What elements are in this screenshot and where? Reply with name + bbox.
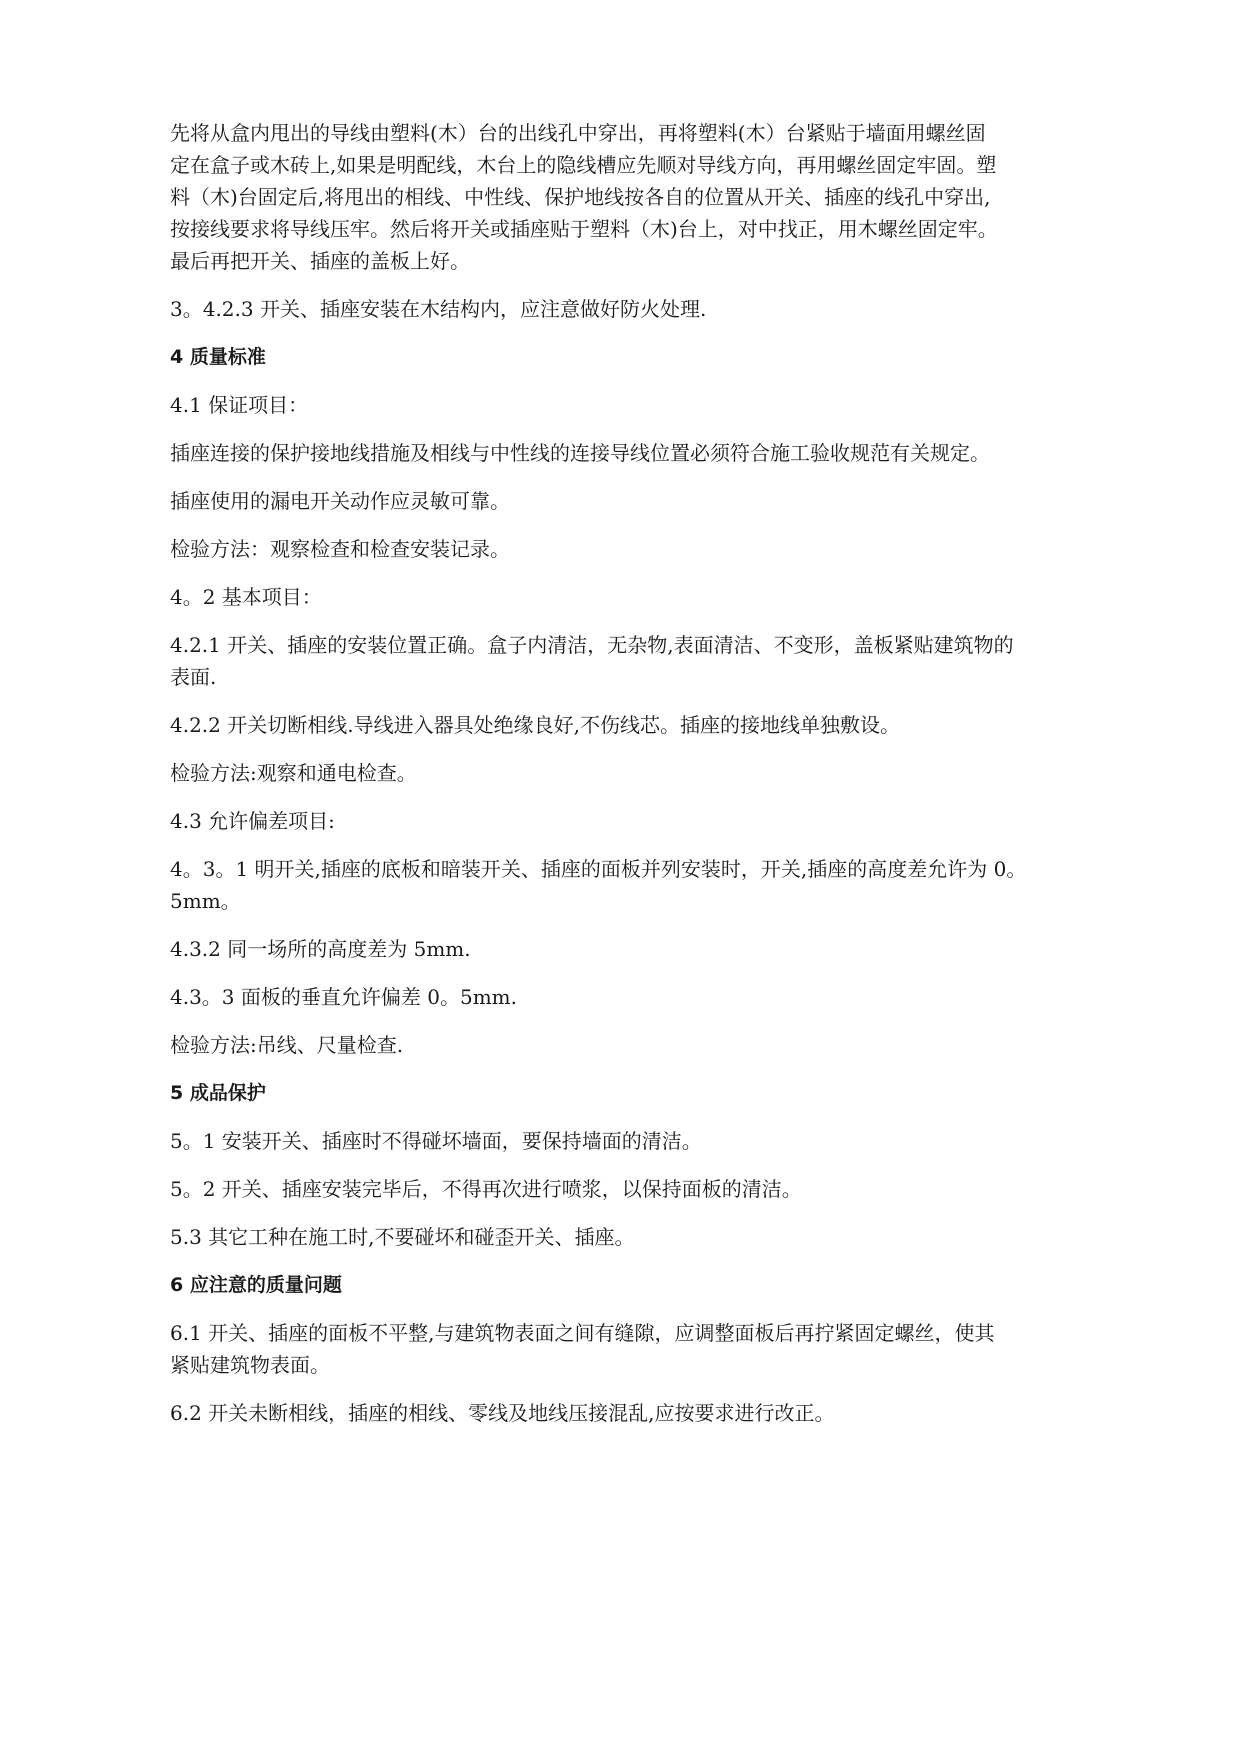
subsection-4-1-title: 4.1 保证项目： <box>170 393 309 417</box>
paragraph-5-2: 5。2 开关、插座安装完毕后，不得再次进行喷浆，以保持面板的清洁。 <box>170 1177 802 1201</box>
text-line: 料（木)台固定后,将甩出的相线、中性线、保护地线按各自的位置从开关、插座的线孔中穿出, <box>170 185 991 209</box>
section-4-heading: 4 质量标准 <box>170 346 266 368</box>
text-line: 紧贴建筑物表面。 <box>170 1353 330 1377</box>
paragraph-4-3-1 <box>170 853 1080 917</box>
text-line: 定在盒子或木砖上,如果是明配线，木台上的隐线槽应先顺对导线方向，再用螺丝固定牢固。塑 <box>170 153 997 177</box>
paragraph-4-1-b: 插座使用的漏电开关动作应灵敏可靠。 <box>170 489 510 513</box>
paragraph-4-1-method: 检验方法：观察检查和检查安装记录。 <box>170 537 510 561</box>
intro-paragraph <box>170 117 1080 277</box>
paragraph-4-2-1 <box>170 629 1080 693</box>
document-body <box>170 117 1080 1445</box>
paragraph-4-2-3: 3。4.2.3 开关、插座安装在木结构内，应注意做好防火处理. <box>170 297 707 321</box>
paragraph-4-3-2: 4.3.2 同一场所的高度差为 5mm. <box>170 937 471 961</box>
section-5-heading: 5 成品保护 <box>170 1082 266 1104</box>
paragraph-4-3-method: 检验方法:吊线、尺量检查. <box>170 1033 404 1057</box>
paragraph-4-2-2: 4.2.2 开关切断相线.导线进入器具处绝缘良好,不伤线芯。插座的接地线单独敷设。 <box>170 713 900 737</box>
text-line: 表面. <box>170 665 217 689</box>
text-line: 5mm。 <box>170 889 241 913</box>
paragraph-6-2: 6.2 开关未断相线，插座的相线、零线及地线压接混乱,应按要求进行改正。 <box>170 1401 835 1425</box>
subsection-4-2-title: 4。2 基本项目： <box>170 585 322 609</box>
paragraph-6-1 <box>170 1317 1080 1381</box>
text-line: 6.1 开关、插座的面板不平整,与建筑物表面之间有缝隙，应调整面板后再拧紧固定螺丝，使其 <box>170 1321 995 1345</box>
paragraph-4-2-method: 检验方法:观察和通电检查。 <box>170 761 417 785</box>
text-line: 最后再把开关、插座的盖板上好。 <box>170 249 470 273</box>
paragraph-4-1-a: 插座连接的保护接地线措施及相线与中性线的连接导线位置必须符合施工验收规范有关规定。 <box>170 441 990 465</box>
text-line: 4。3。1 明开关,插座的底板和暗装开关、插座的面板并列安装时，开关,插座的高度差允许为 0。 <box>170 857 1027 881</box>
text-line: 按接线要求将导线压牢。然后将开关或插座贴于塑料（木)台上，对中找正，用木螺丝固定牢。 <box>170 217 998 241</box>
paragraph-5-3: 5.3 其它工种在施工时,不要碰坏和碰歪开关、插座。 <box>170 1225 635 1249</box>
text-line: 先将从盒内甩出的导线由塑料(木）台的出线孔中穿出，再将塑料(木）台紧贴于墙面用螺丝固 <box>170 121 986 145</box>
text-line: 4.2.1 开关、插座的安装位置正确。盒子内清洁，无杂物,表面清洁、不变形，盖板紧贴建筑物的 <box>170 633 1014 657</box>
paragraph-5-1: 5。1 安装开关、插座时不得碰坏墙面，要保持墙面的清洁。 <box>170 1129 702 1153</box>
paragraph-4-3-3: 4.3。3 面板的垂直允许偏差 0。5mm. <box>170 985 517 1009</box>
section-6-heading: 6 应注意的质量问题 <box>170 1274 342 1296</box>
subsection-4-3-title: 4.3 允许偏差项目: <box>170 809 335 833</box>
